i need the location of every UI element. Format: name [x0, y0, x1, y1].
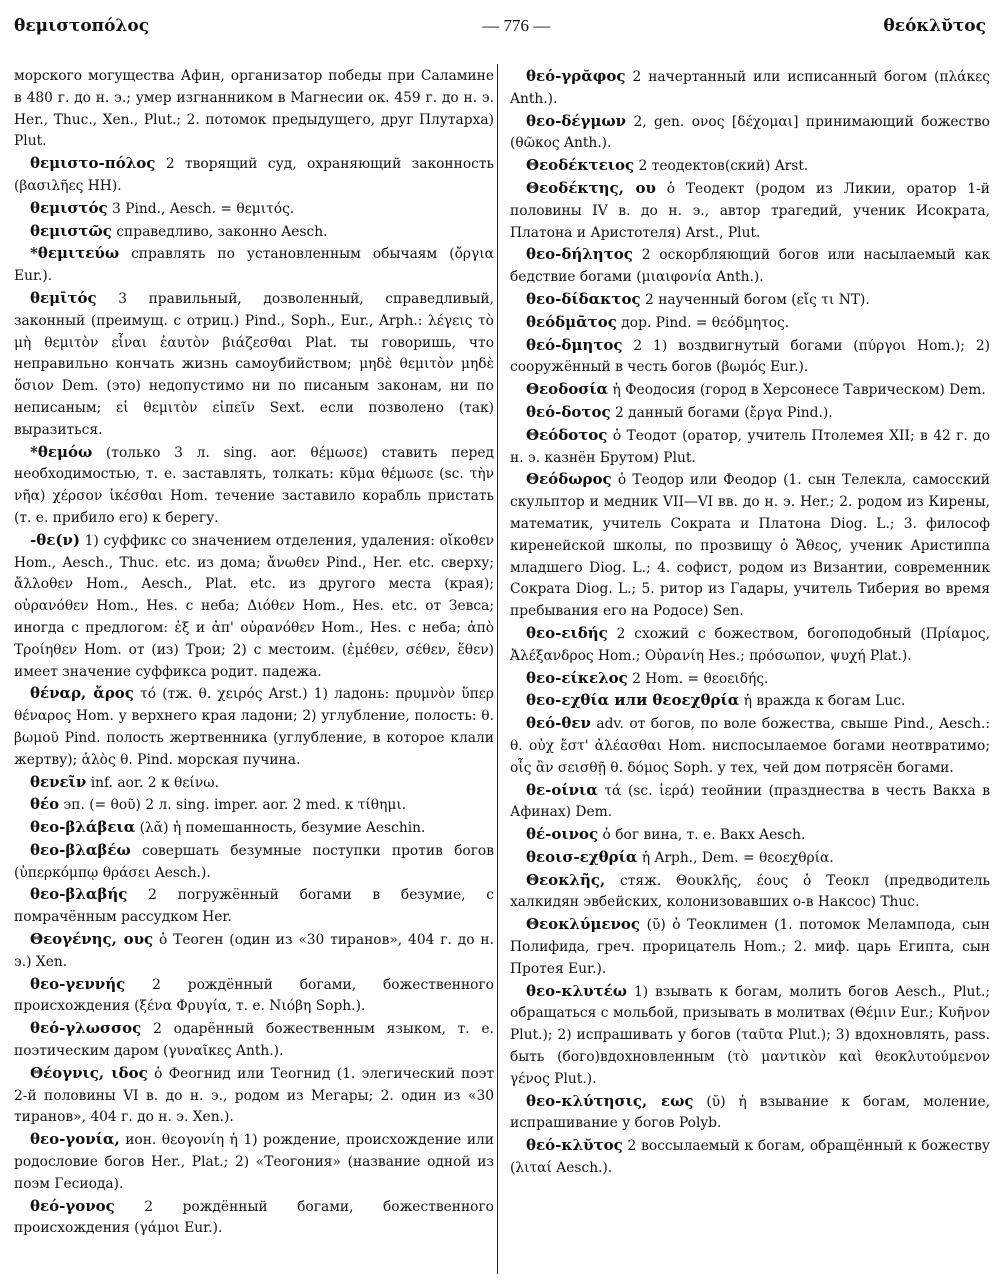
entry-headword: θεο-εχθία или θεοεχθρία	[526, 691, 740, 710]
dictionary-entry	[14, 198, 494, 221]
entry-definition: 2 теодектов(ский) Arst.	[634, 158, 809, 175]
entry-headword: Θέογνις, ιδος	[30, 1063, 148, 1082]
entry-headword: Θεόδωρος	[526, 470, 612, 489]
entry-headword: Θεόδοτος	[526, 425, 608, 444]
column-divider	[497, 64, 498, 1274]
dictionary-entry	[510, 312, 990, 335]
dictionary-entry	[14, 1018, 494, 1063]
entry-headword: θεόδμᾱτος	[526, 312, 617, 331]
entry-definition: ὁ бог вина, т. е. Вакх Aesch.	[598, 827, 806, 844]
page-number: — 776 —	[482, 16, 551, 35]
dictionary-entry	[510, 244, 990, 289]
dictionary-entry	[510, 402, 990, 425]
entry-headword: θεμῑτός	[30, 288, 97, 307]
dictionary-entry	[14, 840, 494, 885]
entry-headword: Θεοδέκτειος	[526, 156, 635, 175]
entry-headword: -θε(ν)	[30, 530, 80, 549]
entry-headword: θε-οίνια	[526, 780, 598, 799]
entry-definition: 2, gen. ονος [δέχομαι] принимающий божество (θῶκος Anth.).	[510, 113, 990, 152]
dictionary-entry	[14, 974, 494, 1019]
entry-definition: ὁ Феогнид или Теогнид (1. элегический поэт 2-й половины VI в. до н. э., родом из Мегары; 2. один из «30 тиранов», 404 г. до н. э. Xen.).	[14, 1065, 494, 1126]
entry-definition: 2 воссылаемый к богам, обращённый к божеству (λιταί Aesch.).	[510, 1138, 990, 1177]
dictionary-entry	[510, 1135, 990, 1180]
dictionary-entry	[14, 929, 494, 974]
entry-headword: Θεογένης, ους	[30, 930, 154, 949]
entry-definition: 2 Hom. = θεοειδής.	[627, 670, 769, 687]
entry-headword: θεο-γονία,	[30, 1130, 120, 1149]
entry-definition: 2 оскорбляющий богов или насылаемый как бедствие богами (μιαιφονία Anth.).	[510, 247, 990, 286]
entry-headword: θέναρ, ἄρος	[30, 684, 134, 703]
entry-definition: 2 погружённый богами в безумие, с помрачённым рассудком Her.	[14, 887, 494, 926]
dictionary-entry	[14, 772, 494, 795]
entry-headword: θεοισ-εχθρία	[526, 847, 638, 866]
entry-headword: θεο-είκελος	[526, 668, 628, 687]
dictionary-entry	[14, 683, 494, 771]
page-header	[14, 12, 986, 40]
dictionary-entry	[510, 178, 990, 244]
entry-definition: 1) взывать к богам, молить богов Aesch., Plut.; обращаться с мольбой, призывать в молитвах (Θέμιν Eur.; Κυῆνον Plut.); 2) испрашивать у богов (ταῦτα Plut.); 3) вдохновлять, pass. быть (бого)вдохновленным (τὸ μαντικὸν καὶ θεοκλυτούμενον γένος Plut.).	[510, 983, 990, 1087]
dictionary-entry	[14, 243, 494, 288]
right-column	[510, 66, 990, 1180]
entry-definition: ὁ Теодот (оратор, учитель Птолемея XII; в 42 г. до н. э. казнён Брутом) Plut.	[510, 427, 990, 466]
entry-definition: 2 1) воздвигнутый богами (πύργοι Hom.); 2) сооружённый в честь богов (βωμός Eur.).	[510, 337, 990, 376]
dictionary-entry	[510, 870, 990, 915]
entry-definition: ἡ Arph., Dem. = θεοεχθρία.	[637, 849, 834, 866]
entry-headword: θεο-δίδακτος	[526, 289, 641, 308]
entry-headword: θέο	[30, 795, 60, 814]
entry-definition: ἡ Феодосия (город в Херсонесе Таврическом) Dem.	[608, 382, 986, 399]
entry-definition: 2 одарённый божественным языком, т. е. поэтическим даром (γυναῖκες Anth.).	[14, 1021, 494, 1060]
entry-definition: (λᾰ) ἡ помешанность, безумие Aeschin.	[135, 820, 426, 837]
dictionary-entry	[510, 425, 990, 470]
entry-headword: *θεμιτεύω	[30, 244, 120, 263]
entry-definition: (только 3 л. sing. aor. θέμωσε) ставить перед необходимостью, т. е. заставлять, толкать: κῦμα θέμωσε (sc. τὴν νῆα) χέρσον ἱκέσθαι Hom. течение заставило корабль пристать (т. е. прибило его) к берегу.	[14, 444, 494, 526]
entry-headword: θεο-βλαβέω	[30, 840, 131, 859]
entry-headword: θεο-ειδής	[526, 623, 608, 642]
dictionary-entry	[510, 847, 990, 870]
entry-headword: θεμιστῶς	[30, 221, 112, 240]
entry-definition: ὁ Теодор или Феодор (1. сын Телекла, самосский скульптор и медник VII—VI вв. до н. э. Her.; 2. родом из Кирены, математик, учитель Сократа и Платона Diog. L.; 3. философ киренейской школы, по прозвищу ὁ Ἄθεος, ученик Аристиппа младшего Diog. L.; 4. софист, родом из Византии, современник Сократа Diog. L.; 5. ритор из Гадары, учитель Тиберия во время пребывания его на Родосе) Sen.	[510, 472, 990, 620]
left-column	[14, 66, 494, 1240]
dictionary-entry	[510, 914, 990, 980]
entry-definition: (ῠ) ὁ Теоклимен (1. потомок Мелампода, сын Полифида, греч. прорицатель Hom.; 2. миф. царь Египта, сын Протея Eur.).	[510, 917, 990, 977]
dictionary-entry	[14, 1196, 494, 1241]
dictionary-entry	[510, 289, 990, 312]
entry-headword: Θεοδοσία	[526, 380, 609, 399]
right-running-headword: θεόκλῠτος	[883, 16, 986, 36]
entry-definition: эп. (= θοῦ) 2 л. sing. imper. aor. 2 med. к τίθημι.	[59, 797, 407, 814]
entry-headword: θεό-θεν	[526, 714, 591, 733]
entry-headword: θεο-βλάβεια	[30, 818, 136, 837]
dictionary-entry	[510, 713, 990, 779]
entry-headword: θεο-γεννής	[30, 974, 126, 993]
entry-definition: τό (тж. θ. χειρός Arst.) 1) ладонь: πρυμνὸν ὕπερ θέναρος Hom. у верхнего края ладони; 2) углубление, полость: θ. βωμοῦ Pind. полость жертвенника (углубление, в которое клали жертву); ἁλὸς θ. Pind. морская пучина.	[14, 686, 494, 768]
entry-headword: θεό-δμητος	[526, 335, 623, 354]
entry-definition: τά (sc. ἱερά) теойнии (празднества в честь Вакха в Афинах) Dem.	[510, 782, 990, 821]
entry-definition: 3 Pind., Aesch. = θεμιτός.	[107, 200, 295, 217]
dictionary-entry	[14, 221, 494, 244]
entry-definition: adv. от богов, по воле божества, свыше Pind., Aesch.: θ. οὐχ ἔστ' ἀλέασθαι Hom. ниспосылаемое богами неотвратимо; οἷς ἂν σεισθῇ θ. δόμος Soph. у тех, чей дом потрясён богами.	[510, 716, 990, 776]
dictionary-entry	[510, 690, 990, 713]
dictionary-entry	[510, 780, 990, 825]
dictionary-entry	[14, 288, 494, 442]
entry-headword: Θεοδέκτης, ου	[526, 178, 656, 197]
entry-definition: 2 рождённый богами, божественного происхождения (ξένα Φρυγία, т. е. Νιόβη Soph.).	[14, 976, 494, 1015]
entry-headword: θεμιστός	[30, 198, 108, 217]
dictionary-entry	[14, 66, 494, 153]
dictionary-entry	[510, 111, 990, 156]
dictionary-entry	[510, 379, 990, 402]
entry-definition: 2 творящий суд, охраняющий законность (βασιλῆες HH).	[14, 156, 494, 194]
entry-headword: θέ-οινος	[526, 825, 599, 844]
entry-definition: дор. Pind. = θεόδμητος.	[616, 314, 790, 331]
entry-definition: 2 начертанный или исписанный богом (πλάκες Anth.).	[510, 69, 990, 107]
entry-definition: справедливо, законно Aesch.	[111, 223, 328, 240]
dictionary-entry	[510, 668, 990, 691]
entry-headword: θεό-δοτος	[526, 402, 611, 421]
dictionary-entry	[14, 884, 494, 929]
entry-definition: ὁ Теодект (родом из Ликии, оратор 1-й половины IV в. до н. э., автор трагедий, ученик Исократа, Платона и Аристотеля) Arst., Plut.	[510, 180, 991, 241]
entry-headword: θεό-γρᾰφος	[526, 67, 626, 85]
dictionary-entry	[510, 66, 990, 111]
entry-definition: совершать безумные поступки против богов (ὑπερκόμπῳ θράσει Aesch.).	[14, 842, 494, 881]
entry-headword: θεο-δέγμων	[526, 111, 627, 130]
entry-headword: Θεοκλύμενος	[526, 915, 641, 934]
entry-definition: 2 схожий с божеством, богоподобный (Πρίαμος, Ἀλέξανδρος Hom.; Οὐρανίη Hes.; πρόσωπον, ψυχή Plat.).	[510, 625, 990, 664]
entry-definition: справлять по установленным обычаям (ὄργια Eur.).	[14, 246, 494, 285]
dictionary-entry	[510, 335, 990, 380]
entry-definition: 2 рождённый богами, божественного происхождения (γάμοι Eur.).	[14, 1198, 494, 1237]
entry-definition: ἡ вражда к богам Luc.	[739, 693, 906, 710]
entry-definition: 2 данный богами (ἔργα Pind.).	[610, 404, 833, 421]
dictionary-entry	[510, 469, 990, 623]
dictionary-entry	[14, 1129, 494, 1195]
dictionary-entry	[14, 794, 494, 817]
entry-definition: морского могущества Афин, организатор победы при Саламине в 480 г. до н. э.; умер изгнанником в Магнесии ок. 459 г. до н. э. Her., Thuc., Xen., Plut.; 2. потомок предыдущего, друг Плутарха) Plut.	[14, 68, 494, 150]
dictionary-entry	[14, 1063, 494, 1129]
dictionary-entry	[510, 981, 990, 1091]
entry-definition: 2 наученный богом (εἴς τι NT).	[640, 291, 870, 308]
dictionary-entry	[510, 1091, 990, 1136]
dictionary-entry	[14, 530, 494, 684]
dictionary-entry	[510, 824, 990, 847]
dictionary-entry	[510, 155, 990, 178]
dictionary-entry	[14, 817, 494, 840]
dictionary-entry	[14, 153, 494, 198]
entry-headword: θεμιστο-πόλος	[30, 154, 156, 173]
dictionary-entry	[14, 442, 494, 530]
entry-definition: 3 правильный, дозволенный, справедливый, законный (преимущ. с отриц.) Pind., Soph., Eur., Arph.: λέγεις τὸ μὴ θεμιτὸν εἶναι ἑαυτὸν βιάζεσθαι Plat. ты говоришь, что неправильно кончать жизнь самоубийством; μηδὲ θεμιτὸν μηδὲ ὅσιον Dem. (это) недопустимо ни по писаным законам, ни по неписаным; εἰ θεμιτὸν εἰπεῖν Sext. если позволено (так) выразиться.	[14, 290, 494, 438]
entry-definition: (ῠ) ἡ взывание к богам, моление, испрашивание у богов Polyb.	[510, 1093, 990, 1132]
entry-headword: θεο-κλύτησις, εως	[526, 1091, 694, 1110]
entry-definition: ὁ Теоген (один из «30 тиранов», 404 г. до н. э.) Xen.	[14, 932, 494, 970]
left-running-headword: θεμιστοπόλος	[14, 16, 150, 36]
entry-definition: inf. aor. 2 к θείνω.	[86, 774, 219, 791]
entry-headword: θεό-γονος	[30, 1196, 115, 1215]
entry-headword: Θεοκλῆς,	[526, 870, 606, 889]
entry-headword: *θεμόω	[30, 442, 93, 461]
entry-headword: θεό-κλῠτος	[526, 1136, 623, 1155]
entry-headword: θεό-γλωσσος	[30, 1019, 142, 1038]
entry-headword: θεο-βλαβής	[30, 885, 128, 904]
dictionary-entry	[510, 623, 990, 668]
entry-headword: θενεῖν	[30, 772, 87, 791]
entry-headword: θεο-κλυτέω	[526, 981, 628, 1000]
entry-definition: ион. θεογονίη ἡ 1) рождение, происхождение или родословие богов Her., Plat.; 2) «Теогония» (название одной из поэм Гесиода).	[14, 1132, 494, 1192]
entry-definition: 1) суффикс со значением отделения, удаления: οἴκοθεν Hom., Aesch., Thuc. etc. из дома; ἄνωθεν Pind., Her. etc. сверху; ἄλλοθεν Hom., Aesch., Plat. etc. из другого места (края); οὐρανόθεν Hom., Hes. с неба; Διόθεν Hom., Hes. etc. от Зевса; иногда с предлогом: ἐξ и ἀπ' οὐρανόθεν Hom., Hes. с неба; ἀπὸ Τροίηθεν Hom. от (из) Трои; 2) с местоим. (ἐμέθεν, σέθεν, ἕθεν) имеет значение суффикса родит. падежа.	[14, 532, 494, 680]
entry-headword: θεο-δήλητος	[526, 245, 633, 264]
entry-definition: стяж. Θουκλῆς, έους ὁ Теокл (предводитель халкидян эвбейских, колонизовавших о-в Наксос) Thuc.	[510, 872, 990, 911]
